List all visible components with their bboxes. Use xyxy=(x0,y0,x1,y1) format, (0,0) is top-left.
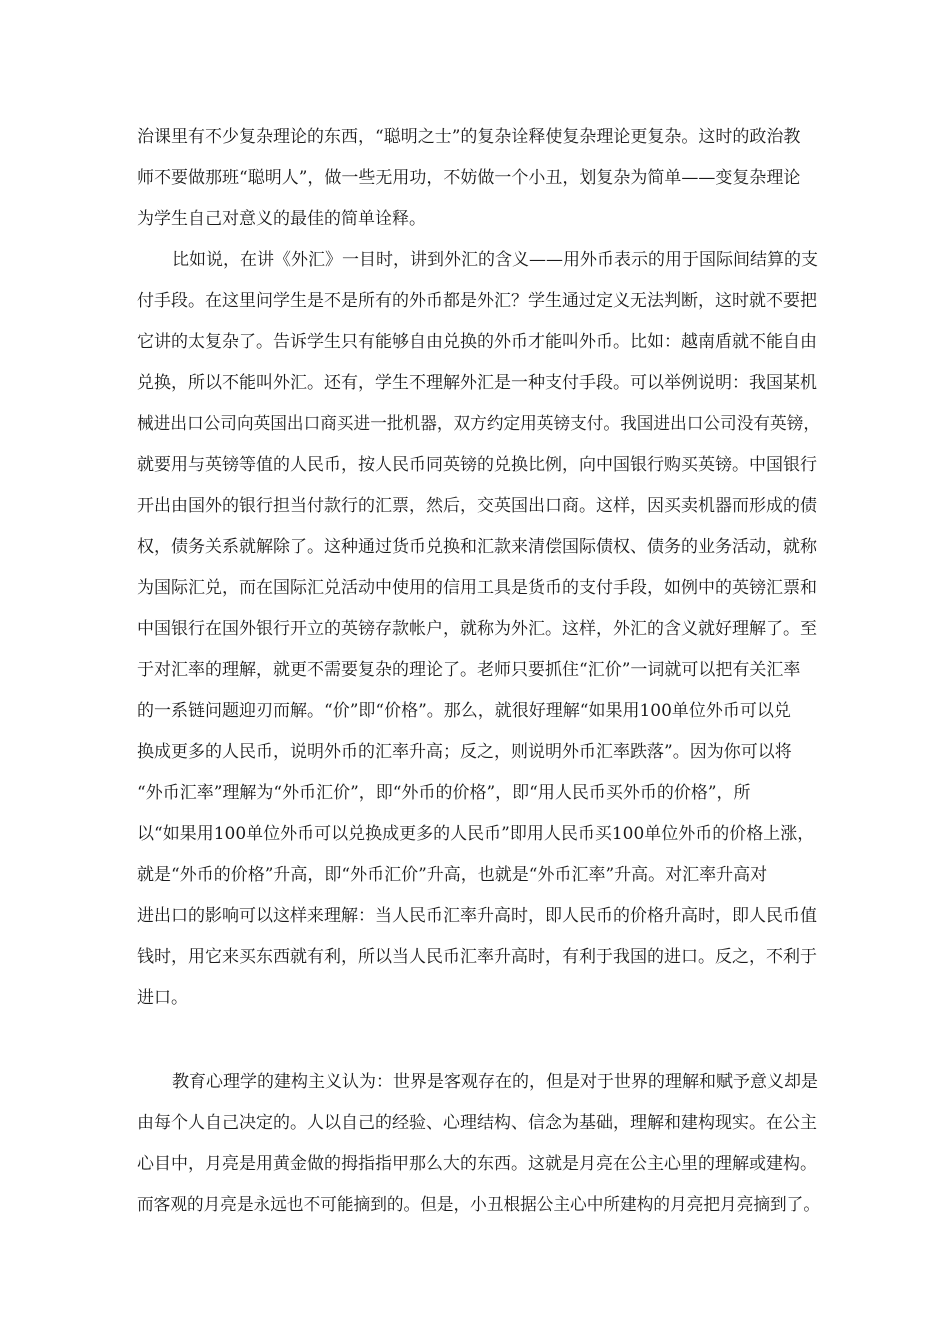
text-line: 由每个人自己决定的。人以自己的经验、心理结构、信念为基础，理解和建构现实。在公主 xyxy=(137,1113,817,1133)
text-line: 械进出口公司向英国出口商买进一批机器，双方约定用英镑支付。我国进出口公司没有英镑， xyxy=(137,414,820,434)
text-line: 教育心理学的建构主义认为：世界是客观存在的，但是对于世界的理解和赋予意义却是 xyxy=(172,1072,818,1092)
text-line: 就是“外币的价格”升高，即“外币汇价”升高，也就是“外币汇率”升高。对汇率升高对 xyxy=(137,865,768,885)
text-line: 中国银行在国外银行开立的英镑存款帐户，就称为外汇。这样，外汇的含义就好理解了。至 xyxy=(137,619,817,639)
text-line: 钱时，用它来买东西就有利，所以当人民币汇率升高时，有利于我国的进口。反之，不利于 xyxy=(137,947,817,967)
text-line: 而客观的月亮是永远也不可能摘到的。但是，小丑根据公主心中所建构的月亮把月亮摘到了。 xyxy=(137,1195,820,1215)
text-line: 权，债务关系就解除了。这种通过货币兑换和汇款来清偿国际债权、债务的业务活动，就称 xyxy=(137,537,817,557)
text-line: 开出由国外的银行担当付款行的汇票，然后，交英国出口商。这样，因买卖机器而形成的债 xyxy=(137,496,817,516)
text-line: 师不要做那班“聪明人”，做一些无用功，不妨做一个小丑，划复杂为简单——变复杂理论 xyxy=(137,168,801,188)
text-line: 兑换，所以不能叫外汇。还有，学生不理解外汇是一种支付手段。可以举例说明：我国某机 xyxy=(137,373,817,393)
text-line: 比如说，在讲《外汇》一目时，讲到外汇的含义——用外币表示的用于国际间结算的支 xyxy=(172,250,818,270)
text-line: 进出口的影响可以这样来理解：当人民币汇率升高时，即人民币的价格升高时，即人民币值 xyxy=(137,906,817,926)
text-line: 换成更多的人民币，说明外币的汇率升高；反之，则说明外币汇率跌落”。因为你可以将 xyxy=(137,742,792,762)
text-line: 它讲的太复杂了。告诉学生只有能够自由兑换的外币才能叫外币。比如：越南盾就不能自由 xyxy=(137,332,817,352)
text-line: 为学生自己对意义的最佳的简单诠释。 xyxy=(137,209,426,229)
text-line: 的一系链问题迎刃而解。“价”即“价格”。那么，就很好理解“如果用100单位外币可以兑 xyxy=(137,701,791,721)
text-line: 就要用与英镑等值的人民币，按人民币同英镑的兑换比例，向中国银行购买英镑。中国银行 xyxy=(137,455,817,475)
text-line: 心目中，月亮是用黄金做的拇指指甲那么大的东西。这就是月亮在公主心里的理解或建构。 xyxy=(137,1154,817,1174)
text-line: 治课里有不少复杂理论的东西，“聪明之士”的复杂诠释使复杂理论更复杂。这时的政治教 xyxy=(137,127,801,147)
text-line: 进口。 xyxy=(137,988,188,1008)
text-line: 为国际汇兑，而在国际汇兑活动中使用的信用工具是货币的支付手段，如例中的英镑汇票和 xyxy=(137,578,817,598)
text-line: 以“如果用100单位外币可以兑换成更多的人民币”即用人民币买100单位外币的价格上涨， xyxy=(137,824,815,844)
text-line: 付手段。在这里问学生是不是所有的外币都是外汇？学生通过定义无法判断，这时就不要把 xyxy=(137,291,817,311)
text-line: 于对汇率的理解，就更不需要复杂的理论了。老师只要抓住“汇价”一词就可以把有关汇率 xyxy=(137,660,801,680)
text-line: “外币汇率”理解为“外币汇价”，即“外币的价格”，即“用人民币买外币的价格”，所 xyxy=(137,783,751,803)
